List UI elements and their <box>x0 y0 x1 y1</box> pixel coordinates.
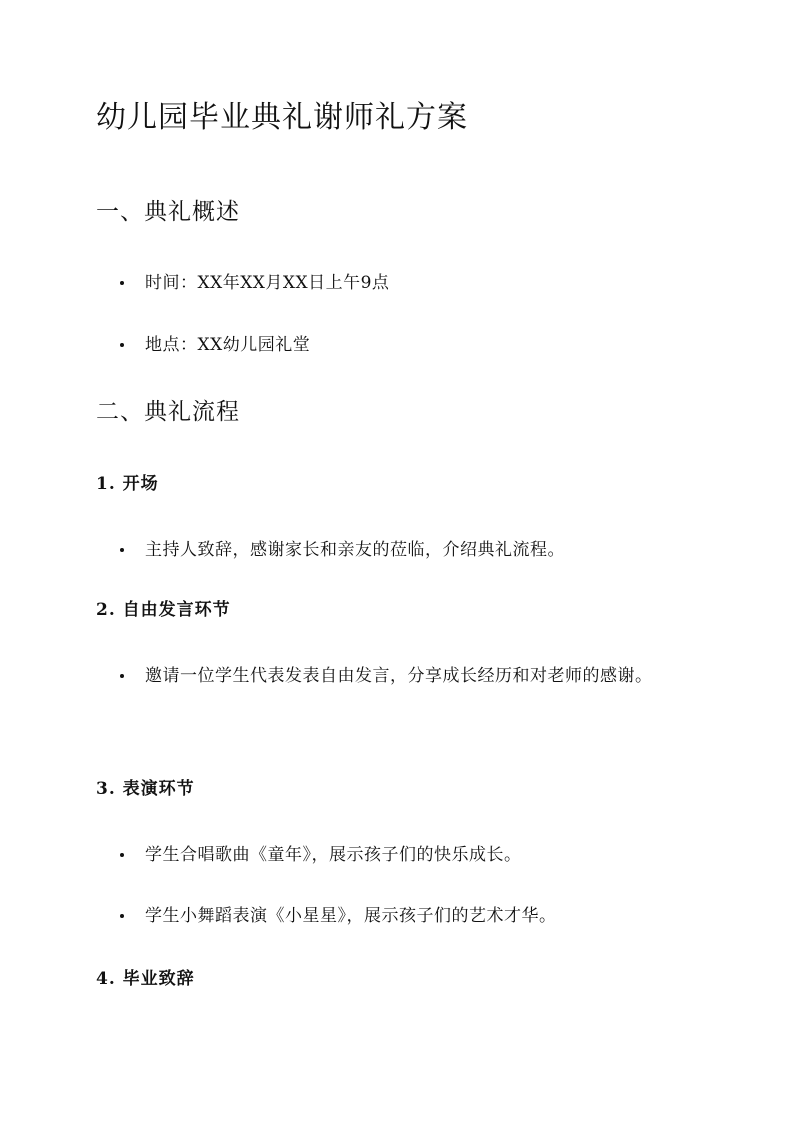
bullet-dot <box>120 853 124 857</box>
list-item-speech <box>120 663 700 703</box>
subsection-heading-speech: 2. 自由发言环节 <box>96 600 231 620</box>
subsection-heading-performance: 3. 表演环节 <box>96 779 195 799</box>
list-item-text: 邀请一位学生代表发表自由发言，分享成长经历和对老师的感谢。 <box>145 666 653 686</box>
list-item-performance-dance <box>120 903 700 929</box>
bullet-dot <box>120 548 124 552</box>
list-item-text: 地点：XX幼儿园礼堂 <box>145 335 311 355</box>
list-item-text: 主持人致辞，感谢家长和亲友的莅临，介绍典礼流程。 <box>145 540 565 560</box>
bullet-dot <box>120 281 124 285</box>
subsection-heading-graduation-speech: 4. 毕业致辞 <box>96 969 195 989</box>
list-item-location <box>120 332 700 358</box>
list-item-time <box>120 270 700 296</box>
list-item-text: 时间：XX年XX月XX日上午9点 <box>145 273 390 293</box>
section-heading-overview: 一、典礼概述 <box>96 199 240 225</box>
bullet-dot <box>120 674 124 678</box>
list-item-opening <box>120 537 700 563</box>
bullet-dot <box>120 343 124 347</box>
subsection-heading-opening: 1. 开场 <box>96 474 159 494</box>
list-item-performance-choir <box>120 842 700 868</box>
document-title: 幼儿园毕业典礼谢师礼方案 <box>96 100 468 135</box>
bullet-dot <box>120 914 124 918</box>
list-item-text: 学生小舞蹈表演《小星星》，展示孩子们的艺术才华。 <box>145 906 557 926</box>
section-heading-process: 二、典礼流程 <box>96 399 240 425</box>
list-item-text: 学生合唱歌曲《童年》，展示孩子们的快乐成长。 <box>145 845 522 865</box>
